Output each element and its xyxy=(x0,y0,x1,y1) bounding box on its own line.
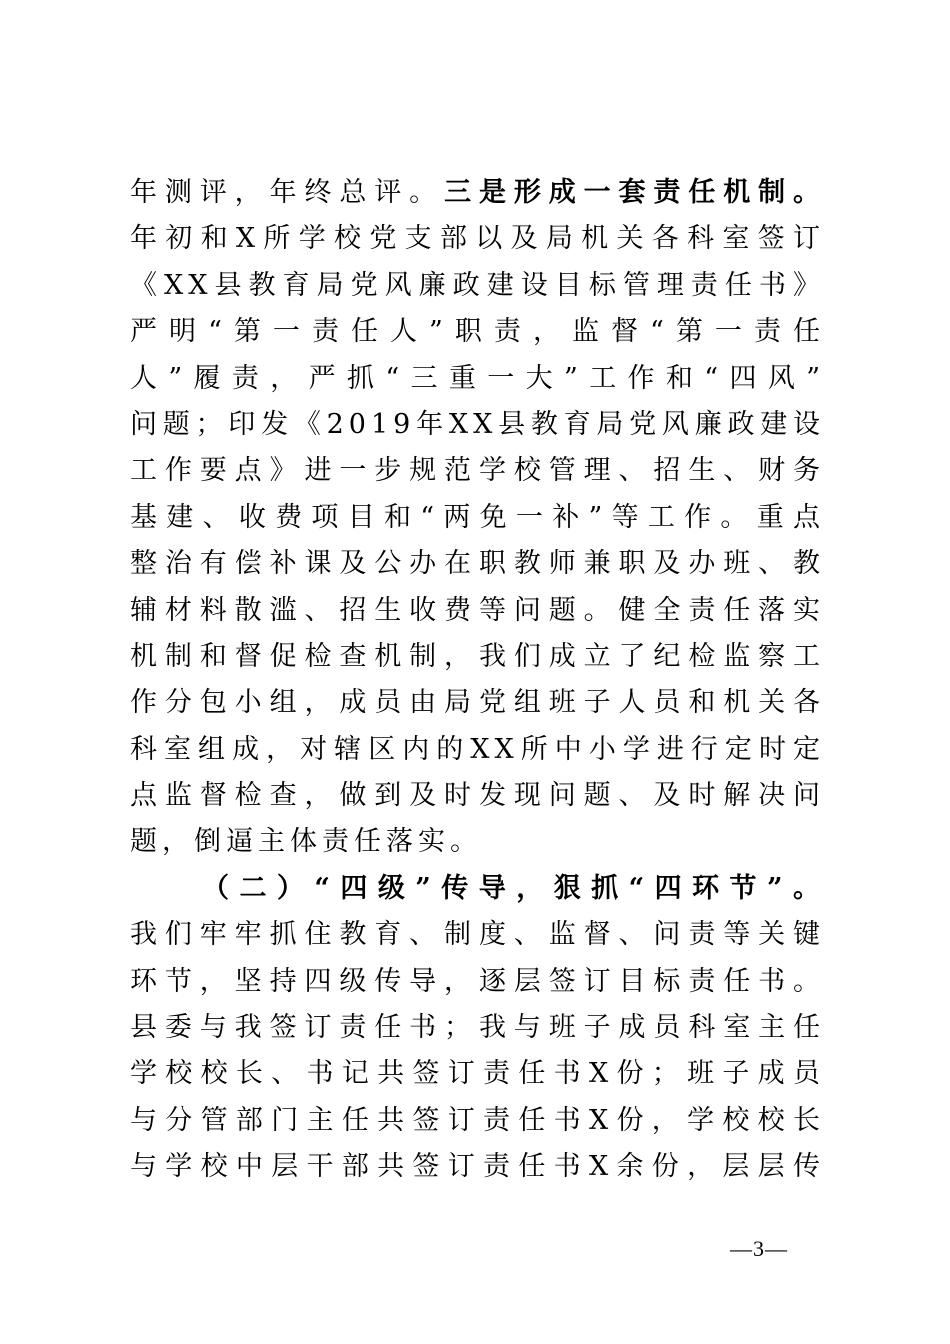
text-run: 作分包小组，成员由局党组班子人员和机关各 xyxy=(130,687,825,719)
text-run: 严明“第一责任人”职责，监督“第一责任 xyxy=(130,316,825,348)
text-run: 科室组成，对辖区内的XX所中小学进行定时定 xyxy=(130,733,825,765)
text-line xyxy=(130,263,825,309)
text-run: 机制和督促检查机制，我们成立了纪检监察工 xyxy=(130,640,825,672)
text-line xyxy=(130,309,825,355)
text-line xyxy=(130,959,825,1005)
text-line xyxy=(130,680,825,726)
text-run: 点监督检查，做到及时发现问题、及时解决问 xyxy=(130,780,825,812)
text-run: 县委与我签订责任书；我与班子成员科室主任 xyxy=(130,1012,825,1044)
section-heading xyxy=(130,866,825,912)
text-line xyxy=(130,170,825,216)
text-run: 年初和X所学校党支部以及局机关各科室签订 xyxy=(130,223,825,255)
text-line xyxy=(130,402,825,448)
text-line xyxy=(130,588,825,634)
text-run: 《XX县教育局党风廉政建设目标管理责任书》 xyxy=(130,269,825,301)
text-line xyxy=(130,727,825,773)
text-line xyxy=(130,1051,825,1097)
text-line xyxy=(130,1144,825,1190)
text-run: 人”履责，严抓“三重一大”工作和“四风” xyxy=(130,362,825,394)
section-heading-text: （二）“四级”传导，狠抓“四环节”。 xyxy=(202,872,825,904)
text-line xyxy=(130,495,825,541)
text-run: 整治有偿补课及公办在职教师兼职及办班、教 xyxy=(130,548,825,580)
paragraph-last-line xyxy=(130,819,825,865)
text-run: 年测评，年终总评。 xyxy=(130,177,445,208)
text-line xyxy=(130,634,825,680)
text-run: 与分管部门主任共签订责任书X份，学校校长 xyxy=(130,1104,825,1136)
text-line xyxy=(130,448,825,494)
text-line xyxy=(130,216,825,262)
text-run: 问题；印发《2019年XX县教育局党风廉政建设 xyxy=(130,408,825,440)
text-line xyxy=(130,912,825,958)
bold-heading: 三是形成一套责任机制。 xyxy=(444,177,826,208)
text-line xyxy=(130,356,825,402)
text-run: 题，倒逼主体责任落实。 xyxy=(130,826,482,858)
text-run: 我们牢牢抓住教育、制度、监督、问责等关键 xyxy=(130,919,825,951)
page-number: —3— xyxy=(730,1236,788,1261)
body-text xyxy=(130,170,825,1191)
text-run: 基建、收费项目和“两免一补”等工作。重点 xyxy=(130,501,825,533)
text-run: 环节，坚持四级传导，逐层签订目标责任书。 xyxy=(130,965,825,997)
text-line xyxy=(130,773,825,819)
text-line xyxy=(130,1005,825,1051)
text-run: 工作要点》进一步规范学校管理、招生、财务 xyxy=(130,455,825,487)
text-run: 与学校中层干部共签订责任书X余份，层层传 xyxy=(130,1151,825,1183)
text-run: 辅材料散滥、招生收费等问题。健全责任落实 xyxy=(130,594,825,626)
text-run: 学校校长、书记共签订责任书X份；班子成员 xyxy=(130,1058,825,1090)
text-line xyxy=(130,1098,825,1144)
text-line xyxy=(130,541,825,587)
